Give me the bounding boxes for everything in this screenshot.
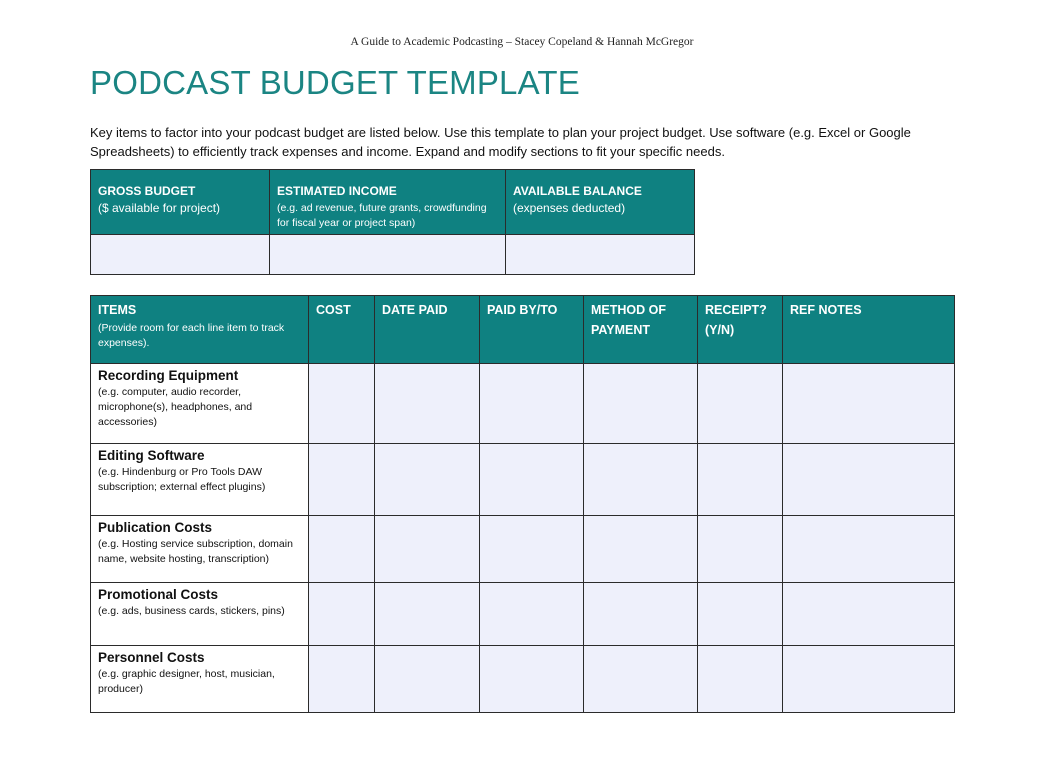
date-paid-cell[interactable] — [375, 364, 480, 444]
estimated-income-label: ESTIMATED INCOME — [277, 184, 397, 198]
item-description: (e.g. Hosting service subscription, domain name, website hosting, transcription) — [98, 538, 293, 565]
receipt-cell[interactable] — [698, 516, 783, 583]
budget-summary-table — [90, 169, 695, 275]
item-description: (e.g. computer, audio recorder, microphone(s), headphones, and accessories) — [98, 386, 253, 428]
items-expense-table — [90, 295, 955, 713]
item-name: Publication Costs — [98, 520, 213, 535]
ref-notes-column-header: REF NOTES — [783, 296, 955, 364]
gross-budget-cell[interactable] — [91, 235, 270, 275]
method-of-payment-column-header: METHOD OF PAYMENT — [584, 296, 698, 364]
date-paid-cell[interactable] — [375, 583, 480, 646]
item-description: (e.g. ads, business cards, stickers, pins) — [98, 605, 285, 617]
intro-paragraph — [90, 123, 970, 161]
estimated-income-header — [270, 170, 506, 235]
estimated-income-cell[interactable] — [270, 235, 506, 275]
item-editing-software — [91, 444, 309, 516]
date-paid-cell[interactable] — [375, 516, 480, 583]
cost-cell[interactable] — [309, 646, 375, 713]
paid-by-to-cell[interactable] — [480, 444, 584, 516]
intro-line-2: Spreadsheets) to efficiently track expenses and income. Expand and modify sections to fit your specific needs. — [90, 144, 725, 159]
gross-budget-sublabel: ($ available for project) — [98, 201, 221, 215]
item-name: Editing Software — [98, 448, 205, 463]
ref-notes-cell[interactable] — [783, 583, 955, 646]
paid-by-to-column-header: PAID BY/TO — [480, 296, 584, 364]
intro-line-1: Key items to factor into your podcast budget are listed below. Use this template to plan your project budget. Use software (e.g. Excel or Google — [90, 125, 911, 140]
method-of-payment-cell[interactable] — [584, 583, 698, 646]
paid-by-to-cell[interactable] — [480, 516, 584, 583]
item-name: Promotional Costs — [98, 587, 219, 602]
ref-notes-cell[interactable] — [783, 444, 955, 516]
item-publication-costs — [91, 516, 309, 583]
cost-cell[interactable] — [309, 516, 375, 583]
item-name: Recording Equipment — [98, 368, 239, 383]
items-column-header — [91, 296, 309, 364]
gross-budget-label: GROSS BUDGET — [98, 184, 196, 198]
available-balance-sublabel: (expenses deducted) — [513, 201, 626, 215]
method-of-payment-cell[interactable] — [584, 444, 698, 516]
document-header-note: A Guide to Academic Podcasting – Stacey Copeland & Hannah McGregor — [350, 36, 694, 48]
date-paid-cell[interactable] — [375, 646, 480, 713]
paid-by-to-cell[interactable] — [480, 583, 584, 646]
available-balance-cell[interactable] — [506, 235, 695, 275]
budget-entry-row — [91, 235, 695, 275]
receipt-column-header: RECEIPT? (Y/N) — [698, 296, 783, 364]
method-of-payment-cell[interactable] — [584, 646, 698, 713]
paid-by-to-cell[interactable] — [480, 646, 584, 713]
available-balance-header — [506, 170, 695, 235]
table-row — [91, 646, 955, 713]
receipt-cell[interactable] — [698, 646, 783, 713]
receipt-cell[interactable] — [698, 444, 783, 516]
page-title: PODCAST BUDGET TEMPLATE — [90, 64, 580, 101]
items-label: ITEMS — [98, 303, 137, 317]
ref-notes-cell[interactable] — [783, 364, 955, 444]
table-row — [91, 516, 955, 583]
date-paid-cell[interactable] — [375, 444, 480, 516]
method-of-payment-cell[interactable] — [584, 516, 698, 583]
item-description: (e.g. graphic designer, host, musician, producer) — [98, 668, 275, 695]
cost-cell[interactable] — [309, 583, 375, 646]
item-promotional-costs — [91, 583, 309, 646]
receipt-cell[interactable] — [698, 364, 783, 444]
ref-notes-cell[interactable] — [783, 516, 955, 583]
table-row — [91, 444, 955, 516]
receipt-cell[interactable] — [698, 583, 783, 646]
table-row — [91, 583, 955, 646]
cost-column-header: COST — [309, 296, 375, 364]
gross-budget-header — [91, 170, 270, 235]
table-row — [91, 364, 955, 444]
cost-cell[interactable] — [309, 364, 375, 444]
item-name: Personnel Costs — [98, 650, 205, 665]
budget-header-row — [91, 170, 695, 235]
item-description: (e.g. Hindenburg or Pro Tools DAW subscription; external effect plugins) — [98, 466, 266, 493]
ref-notes-cell[interactable] — [783, 646, 955, 713]
method-of-payment-cell[interactable] — [584, 364, 698, 444]
item-recording-equipment — [91, 364, 309, 444]
items-sublabel: (Provide room for each line item to track expenses). — [98, 322, 285, 349]
items-header-row — [91, 296, 955, 364]
item-personnel-costs — [91, 646, 309, 713]
paid-by-to-cell[interactable] — [480, 364, 584, 444]
cost-cell[interactable] — [309, 444, 375, 516]
date-paid-column-header: DATE PAID — [375, 296, 480, 364]
estimated-income-sublabel: (e.g. ad revenue, future grants, crowdfunding for fiscal year or project span) — [277, 202, 487, 229]
available-balance-label: AVAILABLE BALANCE — [513, 184, 642, 198]
